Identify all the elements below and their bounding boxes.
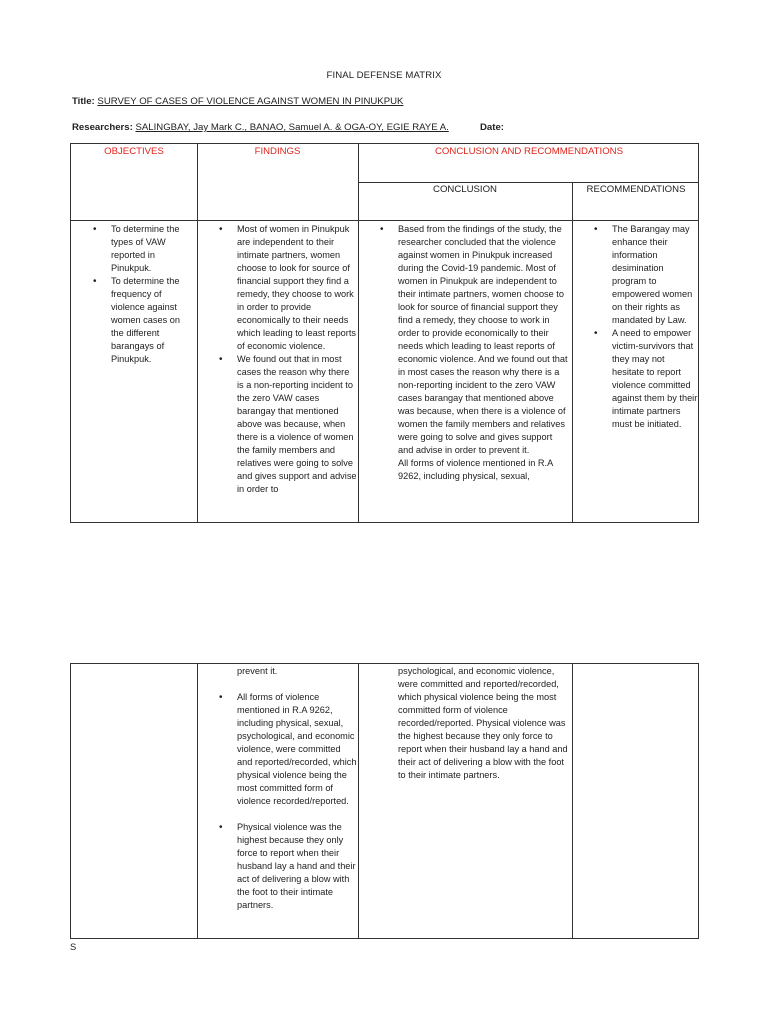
header-recommendations: RECOMMENDATIONS (586, 184, 686, 195)
matrix-table-page1 (70, 143, 699, 523)
conclusion-cell-page2 (398, 665, 568, 782)
findings-cell-page2 (237, 665, 357, 912)
page-mark: S (70, 941, 77, 952)
list-item: • To determine the frequency of violence against women cases on the different barangays of Pinukpuk. (111, 275, 193, 366)
findings-continuation: prevent it. (237, 666, 278, 676)
row-divider (358, 182, 698, 183)
conclusion-continuation: All forms of violence mentioned in R.A 9262, including physical, sexual, (398, 458, 553, 481)
title-label: Title: (72, 96, 95, 107)
list-item: • We found out that in most cases the reason why there is a non-reporting incident to the zero VAW cases barangay that mentioned above was because, when there is a violence of women the family members and relatives were going to solve and gives support and advise in order to (237, 353, 357, 496)
header-conclusion-recommendations: CONCLUSION AND RECOMMENDATIONS (435, 146, 623, 157)
col-divider (358, 664, 359, 938)
header-findings: FINDINGS (254, 146, 301, 157)
header-objectives: OBJECTIVES (104, 146, 164, 157)
researchers-label: Researchers: (72, 122, 133, 133)
header-conclusion: CONCLUSION (433, 184, 497, 195)
conclusion-cell (398, 223, 568, 483)
row-divider (71, 220, 698, 221)
list-item: • The Barangay may enhance their information desimination program to empowered women on their rights as mandated by Law. (612, 223, 698, 327)
col-divider (197, 144, 198, 522)
list-item: • Most of women in Pinukpuk are independent to their intimate partners, women choose to look for source of financial support they find a remedy, they choose to work in order to provide economically to their needs which leading to least reports of economic violence. (237, 223, 357, 353)
list-item: • Based from the findings of the study, the researcher concluded that the violence against women in Pinukpuk increased during the Covid-19 pandemic. Most of women in Pinukpuk are independent to their intimate partners, women choose to look for source of financial support they find a remedy, they choose to work in order to provide economically to their needs which leading to least reports of economic violence. And we found out that in most cases the reason why there is a non-reporting incident to the zero VAW cases barangay that mentioned above was because, when there is a violence of women the family members and relatives were going to solve and gives support and advise in order to prevent it. (398, 223, 568, 457)
col-divider (197, 664, 198, 938)
list-item: • Physical violence was the highest because they only force to report when their husband lay a hand and their act of delivering a blow with the foot to their intimate partners. (237, 821, 357, 912)
conclusion-page2-text: psychological, and economic violence, were committed and reported/recorded, which physical violence being the most committed form of violence recorded/reported. Physical violence was the highest because they only force to report when their husband lay a hand and their act of delivering a blow with the foot to their intimate partners. (398, 666, 568, 780)
findings-cell (237, 223, 357, 496)
col-divider (358, 144, 359, 522)
matrix-table-page2 (70, 663, 699, 939)
date-label: Date: (480, 122, 504, 133)
researchers-line (72, 122, 449, 133)
col-divider (572, 664, 573, 938)
researchers-value: SALINGBAY, Jay Mark C., BANAO, Samuel A. & OGA-OY, EGIE RAYE A. (135, 122, 449, 133)
list-item: • A need to empower victim-survivors that they may not hesitate to report violence committed against them by their intimate partners must be initiated. (612, 327, 698, 431)
col-divider (572, 182, 573, 522)
title-value: SURVEY OF CASES OF VIOLENCE AGAINST WOMEN IN PINUKPUK (97, 96, 404, 107)
title-line (72, 96, 403, 107)
list-item: • All forms of violence mentioned in R.A 9262, including physical, sexual, psychological, and economic violence, were committed and reported/recorded, which physical violence being the most committed form of violence recorded/reported. (237, 691, 357, 808)
objectives-cell (111, 223, 193, 366)
document-heading: FINAL DEFENSE MATRIX (326, 70, 442, 81)
list-item: • To determine the types of VAW reported in Pinukpuk. (111, 223, 193, 275)
recommendations-cell (612, 223, 698, 431)
